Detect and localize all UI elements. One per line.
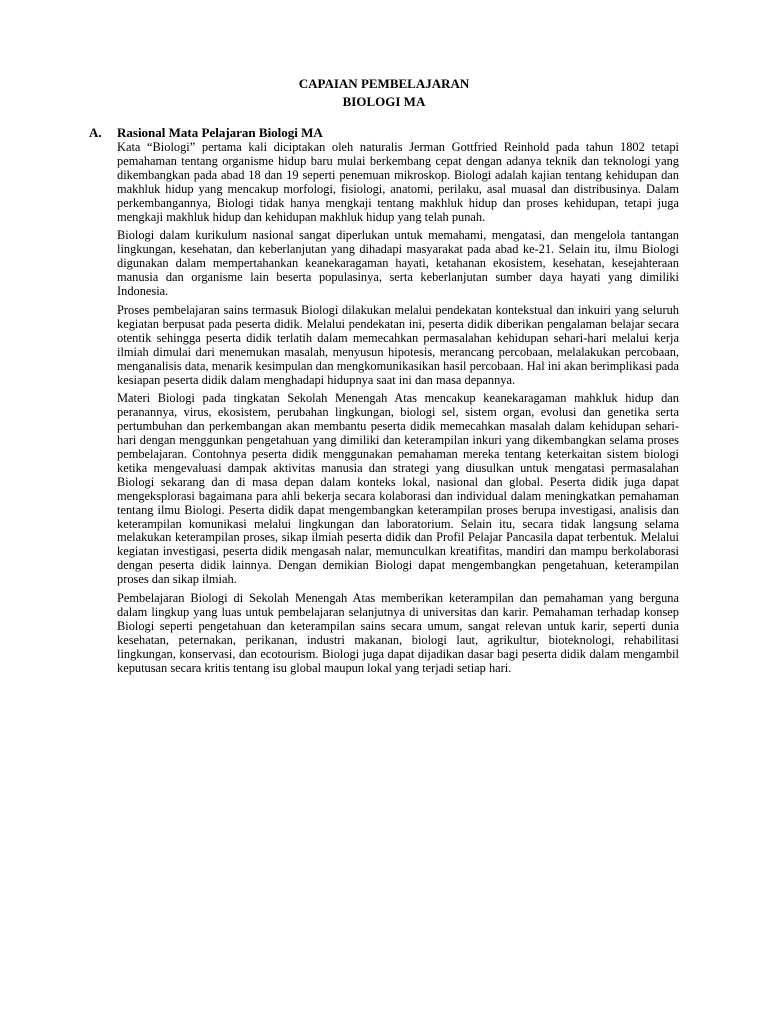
document-title-line-2: BIOLOGI MA (342, 94, 426, 109)
section-marker: A. (89, 125, 102, 140)
section-heading-text: Rasional Mata Pelajaran Biologi MA (117, 125, 323, 140)
paragraph-5: Pembelajaran Biologi di Sekolah Menengah Atas memberikan keterampilan dan pemahaman yang berguna dalam lingkup yang luas untuk pembelajaran selanjutnya di universitas dan karir. Pemahaman terhadap konsep Biologi seperti pengetahuan dan keterampilan sains secara umum, sangat relevan untuk karir, seperti dunia kesehatan, peternakan, perikanan, industri makanan, biologi laut, agrikultur, bioteknologi, rehabilitasi lingkungan, konservasi, dan ecotourism. Biologi juga dapat dijadikan dasar bagi peserta didik dalam mengambil keputusan secara kritis tentang isu global maupun lokal yang terjadi setiap hari. (117, 591, 679, 675)
paragraph-2: Biologi dalam kurikulum nasional sangat diperlukan untuk memahami, mengatasi, dan mengelola tantangan lingkungan, kesehatan, dan keberlanjutan yang dihadapi masyarakat pada abad ke-21. Selain itu, ilmu Biologi digunakan dalam mempertahankan keanekaragaman hayati, ketahanan ekosistem, kesehatan, kesejahteraan manusia dan organisme lain beserta populasinya, serta keberlanjutan sumber daya hayati yang dimiliki Indonesia. (117, 228, 679, 299)
paragraph-1: Kata “Biologi” pertama kali diciptakan oleh naturalis Jerman Gottfried Reinhold pada tahun 1802 tetapi pemahaman tentang organisme hidup baru mulai berkembang cepat dengan adanya teknik dan teknologi yang dikembangkan pada abad 18 dan 19 seperti penemuan mikroskop. Biologi adalah kajian tentang kehidupan dan makhluk hidup yang mencakup morfologi, fisiologi, anatomi, perilaku, asal muasal dan distribusinya. Dalam perkembangannya, Biologi tidak hanya mengkaji tentang makhluk hidup dan proses kehidupan, tetapi juga mengkaji makhluk hidup dan kehidupan makhluk hidup yang telah punah. (117, 140, 679, 224)
paragraph-3: Proses pembelajaran sains termasuk Biologi dilakukan melalui pendekatan kontekstual dan inkuiri yang seluruh kegiatan berpusat pada peserta didik. Melalui pendekatan ini, peserta didik diberikan pengalaman belajar secara otentik sehingga peserta didik terlatih dalam memecahkan permasalahan kehidupan sehari-hari melalui kerja ilmiah dimulai dari menemukan masalah, menyusun hipotesis, merancang percobaan, melalakukan percobaan, menganalisis data, menarik kesimpulan dan mengkomunikasikan hasil percobaan. Hal ini akan berimplikasi pada kesiapan peserta didik dalam menghadapi hidupnya saat ini dan masa depannya. (117, 302, 679, 387)
document-title-line-1: CAPAIAN PEMBELAJARAN (298, 76, 470, 91)
section-heading (89, 125, 323, 141)
paragraph-4: Materi Biologi pada tingkatan Sekolah Menengah Atas mencakup keanekaragaman mahkluk hidup dan peranannya, virus, ekosistem, perubahan lingkungan, biologi sel, sistem organ, evolusi dan genetika serta pertumbuhan dan perkembangan akan membantu peserta didik memecahkan masalah dalam kehidupan sehari-hari dengan menggunkan pengetahuan yang dimiliki dan keterampilan inkuri yang dikembangkan selama proses pembelajaran. Contohnya peserta didik menggunakan pemahaman mereka tentang keterkaitan sistem biologi ketika mengevaluasi dampak aktivitas manusia dan strategi yang diusulkan untuk mengatasi permasalahan Biologi sekarang dan di masa depan dalam konteks lokal, nasional dan global. Peserta didik juga dapat mengeksplorasi bagaimana para ahli bekerja secara kolaborasi dan individual dalam meningkatkan pemahaman tentang ilmu Biologi. Peserta didik dapat mengembangkan keterampilan proses berupa investigasi, analisis dan keterampilan komunikasi melalui lingkungan dan laboratorium. Selain itu, secara tidak langsung selama melakukan keterampilan proses, sikap ilmiah peserta didik dan Profil Pelajar Pancasila dapat terbentuk. Melalui kegiatan investigasi, peserta didik mengasah nalar, memunculkan kreatifitas, mandiri dan mampu berkolaborasi dengan peserta didik lainnya. Dengan demikian Biologi dapat mengembangkan pengetahuan, keterampilan proses dan sikap ilmiah. (117, 391, 679, 587)
section-body (117, 141, 679, 681)
